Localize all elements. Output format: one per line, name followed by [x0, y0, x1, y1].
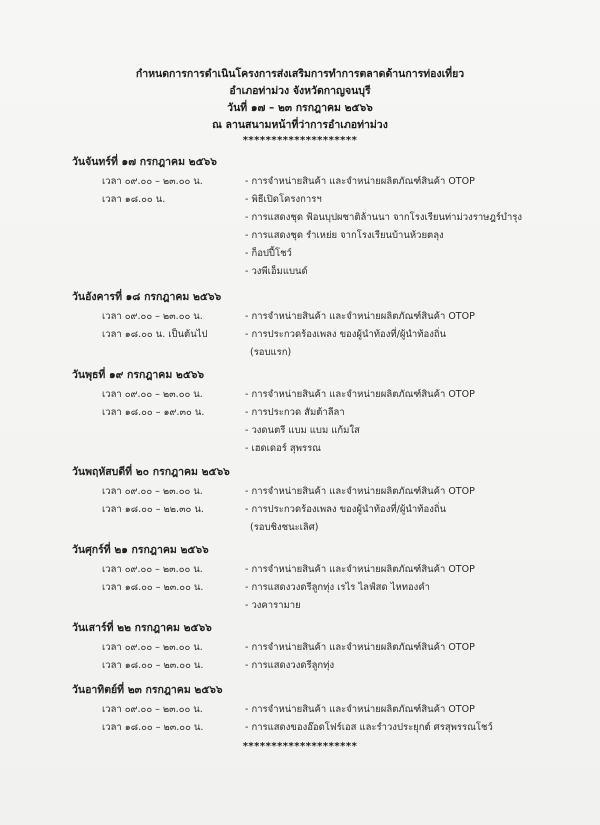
activity-item: - การแสดงของอ๊อดโฟร์เอส และรำวงประยุกต์ ศรสุพรรณโชว์ [245, 722, 493, 733]
activity-item: - วงคารามาย [245, 600, 301, 611]
activity-item: - การจำหน่ายสินค้า และจำหน่ายผลิตภัณฑ์สินค้า OTOP [245, 176, 475, 187]
activity-item: - การจำหน่ายสินค้า และจำหน่ายผลิตภัณฑ์สินค้า OTOP [245, 389, 475, 400]
date-range-line: วันที่ ๑๗ – ๒๓ กรกฎาคม ๒๕๖๖ [227, 102, 373, 114]
day-heading-sunday: วันอาทิตย์ที่ ๒๓ กรกฎาคม ๒๕๖๖ [72, 684, 223, 696]
activity-item: - การประกวด สัมต้าลีลา [245, 407, 345, 418]
venue-line: ณ ลานสนามหน้าที่ว่าการอำเภอท่าม่วง [212, 119, 388, 131]
day-heading-wednesday: วันพุธที่ ๑๙ กรกฎาคม ๒๕๖๖ [72, 369, 205, 381]
day-heading-saturday: วันเสาร์ที่ ๒๒ กรกฎาคม ๒๕๖๖ [72, 622, 212, 634]
activity-item: - การประกวดร้องเพลง ของผู้นำท้องที่/ผู้นำท้องถิ่น [245, 329, 447, 340]
time-slot: เวลา ๑๘.๐๐ – ๒๓.๐๐ น. [102, 660, 204, 671]
activity-item: - พิธีเปิดโครงการฯ [245, 194, 322, 205]
day-heading-monday: วันจันทร์ที่ ๑๗ กรกฎาคม ๒๕๖๖ [72, 156, 217, 168]
activity-note: (รอบชิงชนะเลิศ) [250, 522, 319, 533]
activity-item: - การจำหน่ายสินค้า และจำหน่ายผลิตภัณฑ์สินค้า OTOP [245, 311, 475, 322]
time-slot: เวลา ๑๘.๐๐ – ๑๙.๓๐ น. [102, 407, 205, 418]
time-slot: เวลา ๑๘.๐๐ – ๒๓.๐๐ น. [102, 722, 204, 733]
activity-item: - การจำหน่ายสินค้า และจำหน่ายผลิตภัณฑ์สินค้า OTOP [245, 704, 475, 715]
day-heading-thursday: วันพฤหัสบดีที่ ๒๐ กรกฎาคม ๒๕๖๖ [72, 466, 230, 478]
activity-item: - วงดนตรี แบม แบม แก้มใส [245, 425, 360, 436]
activity-item: - การแสดงชุด รำเหย่ย จากโรงเรียนบ้านห้วยตลุง [245, 230, 444, 241]
day-heading-tuesday: วันอังคารที่ ๑๘ กรกฎาคม ๒๕๖๖ [72, 291, 222, 303]
time-slot: เวลา ๐๙.๐๐ – ๒๓.๐๐ น. [102, 486, 203, 497]
time-slot: เวลา ๑๘.๐๐ – ๒๓.๐๐ น. [102, 582, 204, 593]
day-heading-friday: วันศุกร์ที่ ๒๑ กรกฎาคม ๒๕๖๖ [72, 544, 209, 556]
time-slot: เวลา ๑๘.๐๐ – ๒๒.๓๐ น. [102, 504, 204, 515]
document-header [0, 66, 600, 147]
activity-item: - การแสดงวงดรีลูกทุ่ง [245, 660, 335, 671]
time-slot: เวลา ๑๘.๐๐ น. [102, 194, 166, 205]
time-slot: เวลา ๐๙.๐๐ – ๒๓.๐๐ น. [102, 642, 203, 653]
activity-item: - เฮดเดอร์ สุพรรณ [245, 443, 321, 454]
time-slot: เวลา ๐๙.๐๐ – ๒๓.๐๐ น. [102, 311, 203, 322]
activity-item: - การจำหน่ายสินค้า และจำหน่ายผลิตภัณฑ์สินค้า OTOP [245, 486, 475, 497]
time-slot: เวลา ๐๙.๐๐ – ๒๓.๐๐ น. [102, 564, 203, 575]
activity-item: - ก็อปปี้โชว์ [245, 248, 292, 259]
activity-item: - การแสดงวงดรีลูกทุ่ง เรไร ไลฟ์สด ไหทองคำ [245, 582, 431, 593]
activity-item: - การประกวดร้องเพลง ของผู้นำท้องที่/ผู้นำท้องถิ่น [245, 504, 447, 515]
time-slot: เวลา ๑๘.๐๐ น. เป็นต้นไป [102, 329, 208, 340]
activity-note: (รอบแรก) [250, 347, 292, 358]
time-slot: เวลา ๐๙.๐๐ – ๒๓.๐๐ น. [102, 389, 203, 400]
activity-item: - การจำหน่ายสินค้า และจำหน่ายผลิตภัณฑ์สินค้า OTOP [245, 642, 475, 653]
footer-divider-stars: ******************** [242, 741, 358, 752]
activity-item: - วงพีเอ็มแบนด์ [245, 266, 308, 277]
activity-item: - การแสดงชุด ฟ้อนบุปผชาติล้านนา จากโรงเรียนท่าม่วงราษฎร์บำรุง [245, 212, 523, 223]
time-slot: เวลา ๐๙.๐๐ – ๒๓.๐๐ น. [102, 704, 203, 715]
document-title: กำหนดการการดำเนินโครงการส่งเสริมการทำการตลาดด้านการท่องเที่ยว [135, 68, 465, 80]
activity-item: - การจำหน่ายสินค้า และจำหน่ายผลิตภัณฑ์สินค้า OTOP [245, 564, 475, 575]
district-line: อำเภอท่าม่วง จังหวัดกาญจนบุรี [229, 85, 371, 97]
time-slot: เวลา ๐๙.๐๐ – ๒๓.๐๐ น. [102, 176, 203, 187]
header-divider-stars: ******************** [242, 135, 358, 146]
